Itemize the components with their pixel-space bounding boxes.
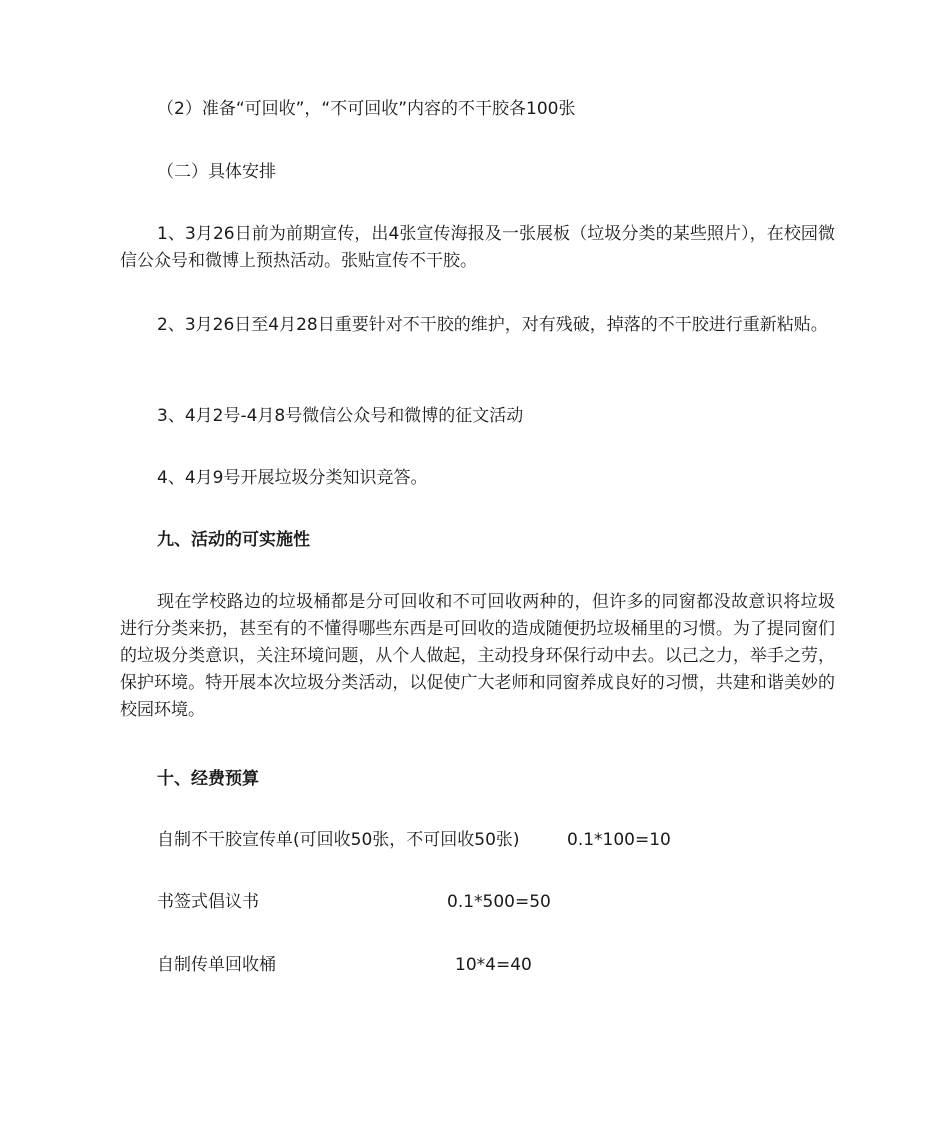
section-heading-budget: 十、经费预算 bbox=[157, 769, 259, 789]
budget-row bbox=[157, 889, 551, 916]
arrangement-item-1: 1、3月26日前为前期宣传，出4张宣传海报及一张展板（垃圾分类的某些照片），在校园微信公众号和微博上预热活动。张贴宣传不干胶。 bbox=[120, 224, 835, 271]
budget-item: 自制不干胶宣传单(可回收50张，不可回收50张) bbox=[157, 830, 520, 850]
section-heading-feasibility: 九、活动的可实施性 bbox=[157, 530, 310, 550]
budget-row bbox=[157, 952, 532, 979]
budget-calc: 0.1*100=10 bbox=[567, 830, 671, 850]
budget-calc: 10*4=40 bbox=[455, 955, 532, 975]
budget-item: 自制传单回收桶 bbox=[157, 955, 276, 975]
arrangement-item-2: 2、3月26日至4月28日重要针对不干胶的维护，对有残破，掉落的不干胶进行重新粘贴。 bbox=[157, 315, 828, 335]
budget-row bbox=[157, 827, 671, 854]
prep-stickers-line: （2）准备“可回收”，“不可回收”内容的不干胶各100张 bbox=[157, 99, 576, 119]
budget-item: 书签式倡议书 bbox=[157, 892, 259, 912]
specific-arrangement-heading: （二）具体安排 bbox=[157, 162, 276, 182]
arrangement-item-4: 4、4月9号开展垃圾分类知识竞答。 bbox=[157, 468, 428, 488]
feasibility-paragraph: 现在学校路边的垃圾桶都是分可回收和不可回收两种的，但许多的同窗都没故意识将垃圾进行分类来扔，甚至有的不懂得哪些东西是可回收的造成随便扔垃圾桶里的习惯。为了提同窗们的垃圾分类意识，关注环境问题，从个人做起，主动投身环保行动中去。以己之力，举手之劳，保护环境。特开展本次垃圾分类活动，以促使广大老师和同窗养成良好的习惯，共建和谐美妙的校园环境。 bbox=[120, 592, 835, 720]
arrangement-item-3: 3、4月2号-4月8号微信公众号和微博的征文活动 bbox=[157, 406, 524, 426]
budget-calc: 0.1*500=50 bbox=[447, 892, 551, 912]
